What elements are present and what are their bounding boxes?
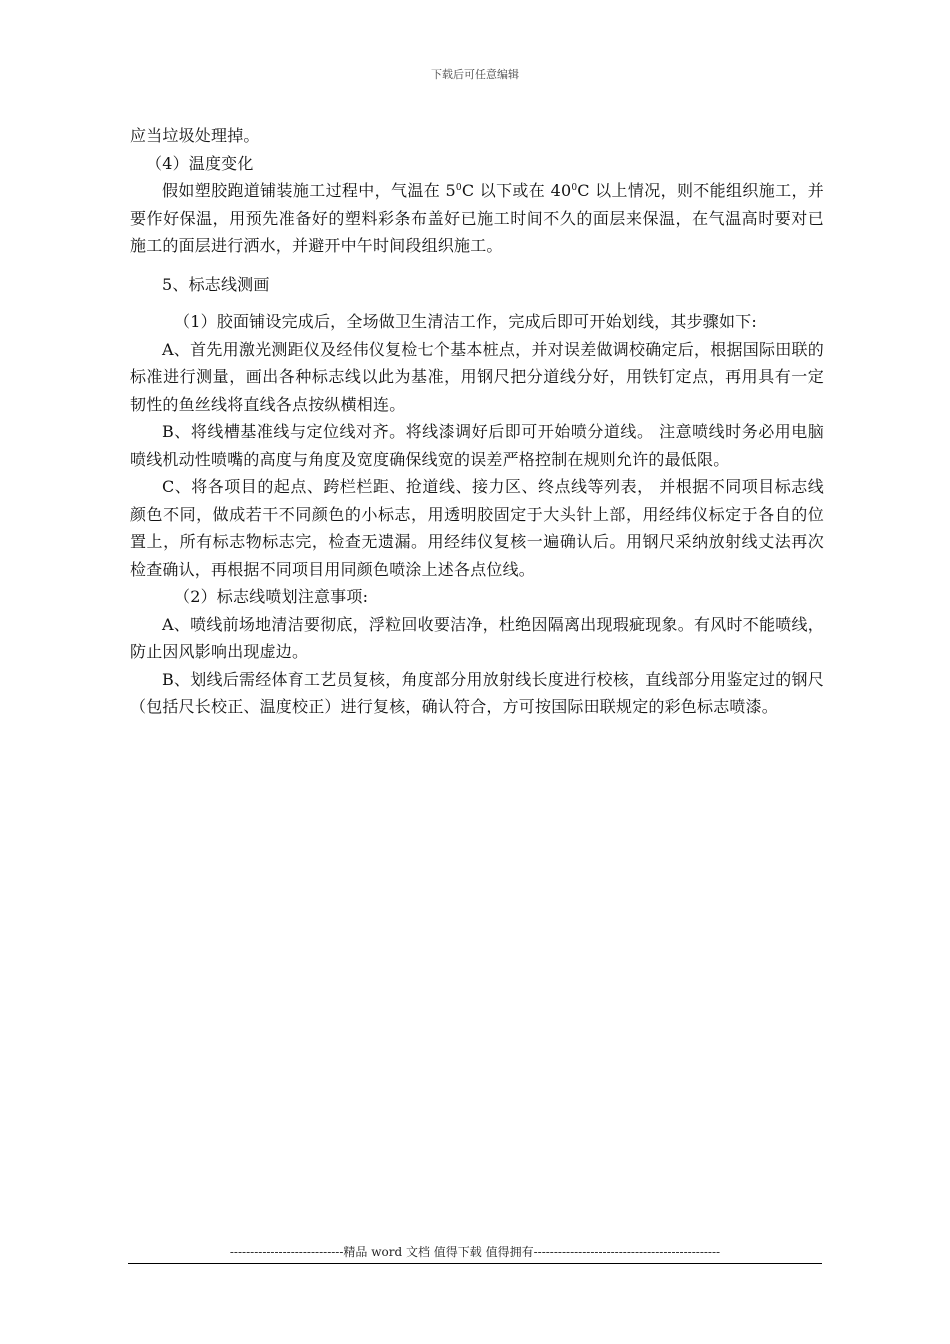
section-heading-marking-lines: 5、标志线测画 — [162, 274, 270, 294]
document-body — [130, 122, 824, 721]
page-header: 下载后可任意编辑 — [431, 68, 519, 81]
heading-spray-notes: （2）标志线喷划注意事项: — [174, 587, 369, 606]
page-footer: ----------------------------精品 word 文档 值得下载 值得拥有---------------------------------------------- — [229, 1245, 721, 1259]
footer-divider — [128, 1263, 822, 1264]
paragraph-temperature — [130, 177, 824, 260]
paragraph-note-a: A、喷线前场地清洁要彻底，浮粒回收要洁净，杜绝因隔离出现瑕疵现象。有风时不能喷线，防止因风影响出现虚边。 — [130, 614, 824, 661]
paragraph-trash-disposal: 应当垃圾处理掉。 — [130, 126, 260, 145]
heading-temperature-change: （4）温度变化 — [146, 153, 254, 173]
paragraph-step-c: C、将各项目的起点、跨栏栏距、抢道线、接力区、终点线等列表， 并根据不同项目标志线颜色不同，做成若干不同颜色的小标志，用透明胶固定于大头针上部，用经纬仪标定于各自的位置上，所有标志物标志完，检查无遗漏。用经纬仪复核一遍确认后。用钢尺采纳放射线丈法再次检查确认，再根据不同项目用同颜色喷涂上述各点位线。 — [130, 477, 824, 579]
degree-superscript-2: 0 — [571, 183, 578, 193]
paragraph-note-b: B、划线后需经体育工艺员复核，角度部分用放射线长度进行校核，直线部分用鉴定过的钢尺（包括尺长校正、温度校正）进行复核，确认符合，方可按国际田联规定的彩色标志喷漆。 — [130, 669, 824, 716]
paragraph-marking-steps-intro: （1）胶面铺设完成后，全场做卫生清洁工作，完成后即可开始划线，其步骤如下: — [174, 312, 757, 331]
degree-superscript-1: 0 — [455, 183, 462, 193]
paragraph-step-b: B、将线槽基准线与定位线对齐。将线漆调好后即可开始喷分道线。 注意喷线时务必用电脑喷线机动性喷嘴的高度与角度及宽度确保线宽的误差严格控制在规则允许的最低限。 — [130, 422, 824, 469]
paragraph-step-a: A、首先用激光测距仪及经伟仪复检七个基本桩点，并对误差做调校确定后，根据国际田联的标准进行测量，画出各种标志线以此为基准，用钢尺把分道线分好，用铁钉定点，再用具有一定韧性的鱼丝线将直线各点按纵横相连。 — [130, 339, 824, 414]
temperature-text-c: C 以上情况，则不能组织施工，并要作好保温，用预先准备好的塑料彩条布盖好已施工时间不久的面层来保温，在气温高时要对已施工的面层进行洒水，并避开中午时间段组织施工。 — [130, 181, 824, 255]
temperature-text-a: 假如塑胶跑道铺装施工过程中，气温在 5 — [162, 181, 456, 200]
temperature-text-b: C 以下或在 40 — [461, 181, 572, 200]
